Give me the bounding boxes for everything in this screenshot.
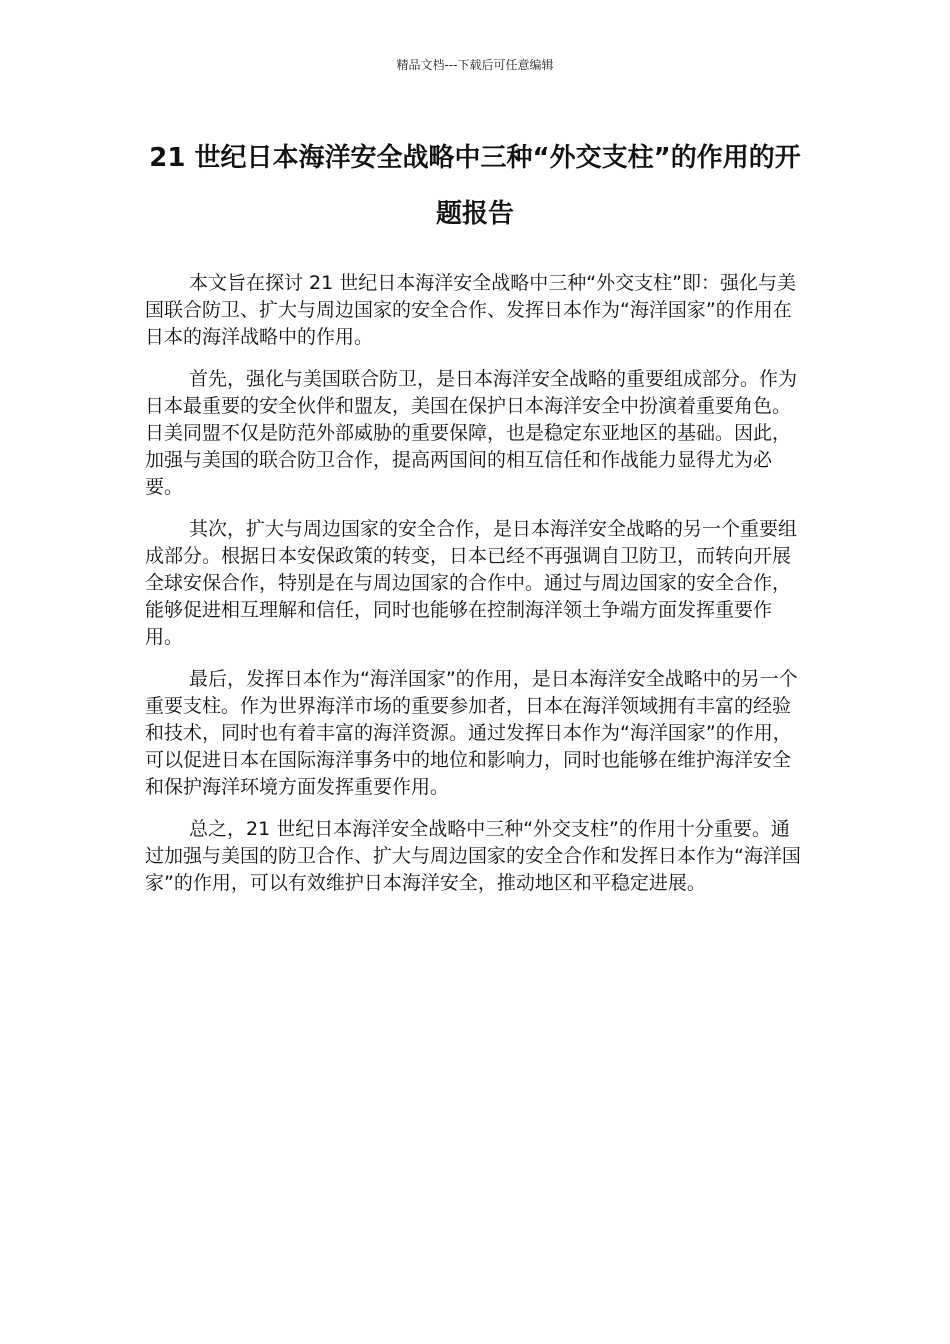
header-note: 精品文档---下载后可任意编辑: [396, 58, 554, 72]
document-body: [145, 270, 805, 912]
paragraph-intro: 本文旨在探讨 21 世纪日本海洋安全战略中三种“外交支柱”即：强化与美国联合防卫、扩大与周边国家的安全合作、发挥日本作为“海洋国家”的作用在日本的海洋战略中的作用。: [145, 272, 796, 348]
paragraph-conclusion: 总之，21 世纪日本海洋安全战略中三种“外交支柱”的作用十分重要。通过加强与美国的防卫合作、扩大与周边国家的安全合作和发挥日本作为“海洋国家”的作用，可以有效维护日本海洋安全，推动地区和平稳定进展。: [145, 818, 801, 894]
paragraph-first-pillar: 首先，强化与美国联合防卫，是日本海洋安全战略的重要组成部分。作为日本最重要的安全伙伴和盟友，美国在保护日本海洋安全中扮演着重要角色。日美同盟不仅是防范外部威胁的重要保障，也是稳定东亚地区的基础。因此，加强与美国的联合防卫合作，提高两国间的相互信任和作战能力显得尤为必要。: [145, 368, 798, 498]
paragraph-third-pillar: 最后，发挥日本作为“海洋国家”的作用，是日本海洋安全战略中的另一个重要支柱。作为世界海洋市场的重要参加者，日本在海洋领域拥有丰富的经验和技术，同时也有着丰富的海洋资源。通过发挥日本作为“海洋国家”的作用，可以促进日本在国际海洋事务中的地位和影响力，同时也能够在维护海洋安全和保护海洋环境方面发挥重要作用。: [145, 668, 798, 798]
paragraph-second-pillar: 其次，扩大与周边国家的安全合作，是日本海洋安全战略的另一个重要组成部分。根据日本安保政策的转变，日本已经不再强调自卫防卫，而转向开展全球安保合作，特别是在与周边国家的合作中。通过与周边国家的安全合作，能够促进相互理解和信任，同时也能够在控制海洋领土争端方面发挥重要作用。: [145, 518, 798, 648]
document-title: 21 世纪日本海洋安全战略中三种“外交支柱”的作用的开题报告: [149, 143, 801, 229]
